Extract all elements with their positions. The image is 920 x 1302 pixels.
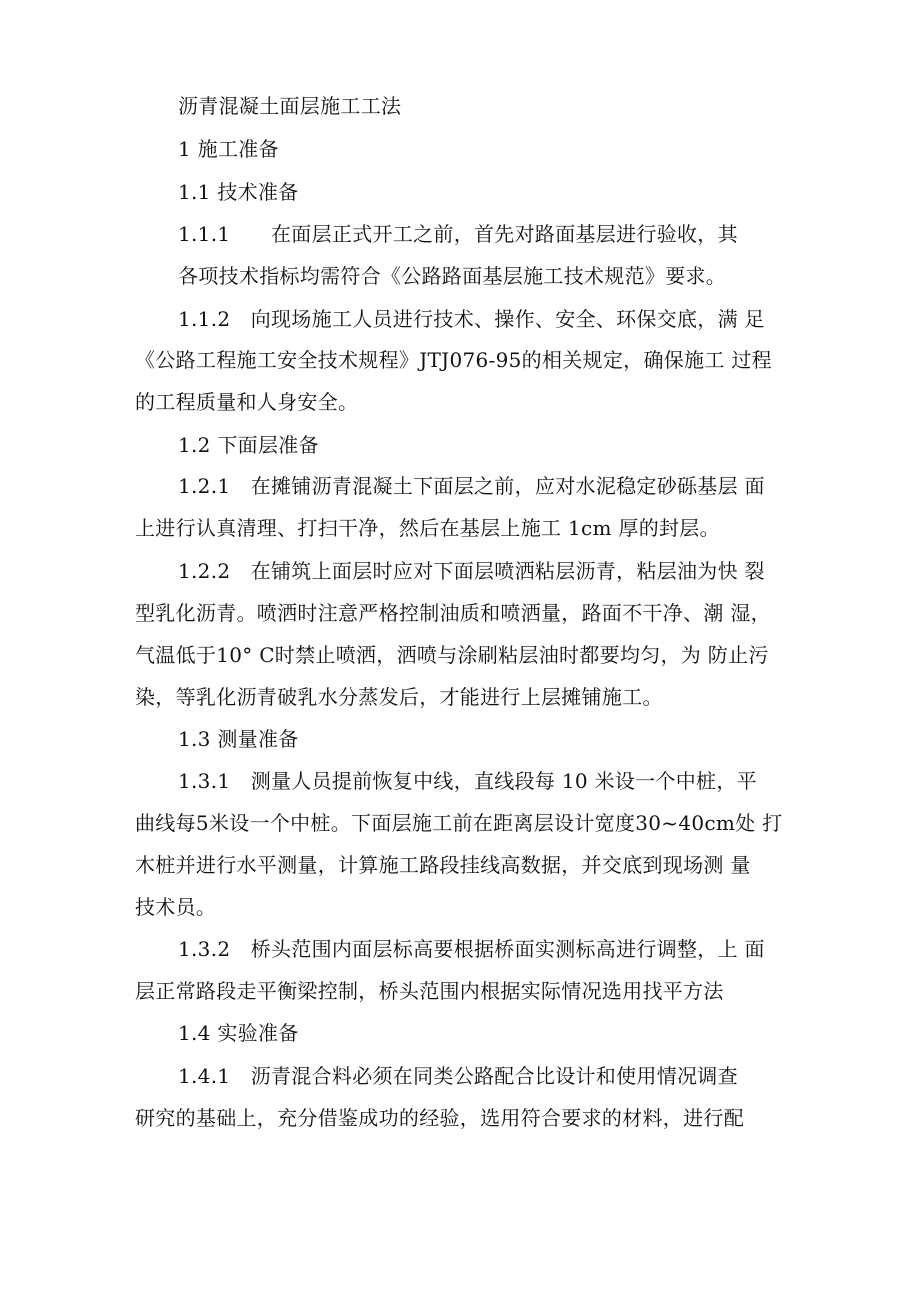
paragraph-line: 气温低于10° C时禁止喷洒，洒喷与涂刷粘层油时都要均匀，为 防止污 [135,643,769,667]
paragraph-line: 1.2.2 在铺筑上面层时应对下面层喷洒粘层沥青，粘层油为快 裂 [178,559,765,583]
paragraph-line: 木桩并进行水平测量，计算施工路段挂线高数据，并交底到现场测 量 [135,853,751,877]
paragraph-line: 染，等乳化沥青破乳水分蒸发后，才能进行上层摊铺施工。 [135,685,663,709]
section-heading-1-1: 1.1 技术准备 [178,180,299,204]
paragraph-line: 技术员。 [135,895,217,919]
paragraph-line: 上进行认真清理、打扫干净，然后在基层上施工 1cm 厚的封层。 [135,516,720,540]
paragraph-line: 1.3.1 测量人员提前恢复中线，直线段每 10 米设一个中桩，平 [178,769,757,793]
section-heading-1-3: 1.3 测量准备 [178,727,299,751]
paragraph-line: 的工程质量和人身安全。 [135,390,359,414]
paragraph-line: 层正常路段走平衡梁控制，桥头范围内根据实际情况选用找平方法 [135,979,724,1003]
section-heading-1-4: 1.4 实验准备 [178,1021,299,1045]
paragraph-line: 曲线每5米设一个中桩。下面层施工前在距离层设计宽度30~40cm处 打 [135,811,783,835]
paragraph-line: 《公路工程施工安全技术规程》JTJ076-95的相关规定，确保施工 过程 [135,348,772,372]
section-heading-1-2: 1.2 下面层准备 [178,433,319,457]
document-title: 沥青混凝土面层施工工法 [178,94,402,118]
paragraph-line: 1.2.1 在摊铺沥青混凝土下面层之前，应对水泥稳定砂砾基层 面 [178,474,765,498]
paragraph-line: 1.3.2 桥头范围内面层标高要根据桥面实测标高进行调整，上 面 [178,937,765,961]
paragraph-line: 1.4.1 沥青混合料必须在同类公路配合比设计和使用情况调查 [178,1064,738,1088]
paragraph-line: 1.1.1 在面层正式开工之前，首先对路面基层进行验收，其 [178,222,738,246]
paragraph-line: 1.1.2 向现场施工人员进行技术、操作、安全、环保交底，满 足 [178,307,765,331]
paragraph-line: 研究的基础上，充分借鉴成功的经验，选用符合要求的材料，进行配 [135,1106,744,1130]
paragraph-line: 各项技术指标均需符合《公路路面基层施工技术规范》要求。 [178,264,727,288]
section-heading-1: 1 施工准备 [178,137,279,161]
paragraph-line: 型乳化沥青。喷洒时注意严格控制油质和喷洒量，路面不干净、潮 湿， [135,601,771,625]
